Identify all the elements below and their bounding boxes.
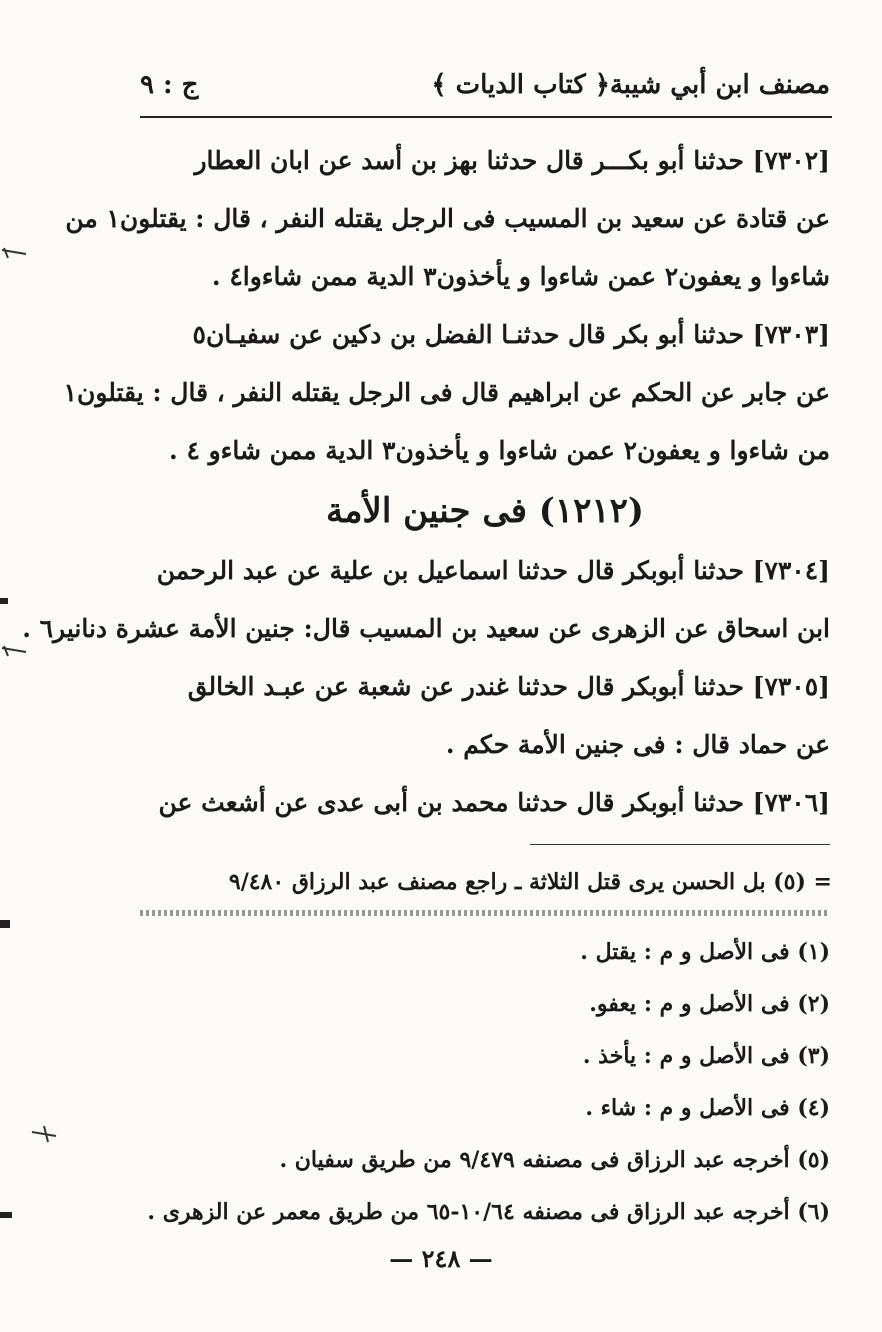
- header-rule: [140, 116, 832, 118]
- wavy-divider: [140, 910, 830, 916]
- margin-mark: [0, 1212, 12, 1218]
- text-line: شاءوا و يعفون٢ عمن شاءوا و يأخذون٣ الدية ممن شاءوا٤ .: [211, 262, 830, 291]
- section-title: (١٢١٢) فى جنين الأمة: [325, 491, 645, 531]
- footnote: (١) فى الأصل و م : يقتل .: [580, 939, 830, 965]
- footnote: (٣) فى الأصل و م : يأخذ .: [582, 1043, 830, 1069]
- text-line: [٧٣٠٣] حدثنا أبو بكر قال حدثنـا الفضل بن دكين عن سفيـان٥: [192, 320, 830, 349]
- text-line: من شاءوا و يعفون٢ عمن شاءوا و يأخذون٣ الدية ممن شاءو ٤ .: [169, 436, 830, 465]
- text-line: [٧٣٠٥] حدثنا أبوبكر قال حدثنا غندر عن شعبة عن عبـد الخالق: [187, 672, 830, 701]
- text-line: عن جابر عن الحكم عن ابراهيم قال فى الرجل يقتله النفر ، قال : يقتلون١: [63, 378, 830, 407]
- text-line: [٧٣٠٤] حدثنا أبوبكر قال حدثنا اسماعيل بن علية عن عبد الرحمن: [156, 556, 830, 585]
- margin-mark: [0, 598, 8, 604]
- text-line: عن قتادة عن سعيد بن المسيب فى الرجل يقتله النفر ، قال : يقتلون١ من: [65, 204, 830, 233]
- main-text: [22, 132, 830, 832]
- page-number: — ٢٤٨ —: [389, 1244, 493, 1273]
- running-header: [140, 62, 830, 112]
- margin-tick-icon: [0, 238, 28, 266]
- volume-label: ج : ٩: [140, 70, 199, 100]
- margin-tick-icon: [0, 636, 28, 664]
- text-line: [٧٣٠٦] حدثنا أبوبكر قال حدثنا محمد بن أبى عدى عن أشعث عن: [158, 788, 830, 817]
- footnote: (٦) أخرجه عبد الرزاق فى مصنفه ١٠/٦٤-٦٥ من طريق معمر عن الزهرى .: [147, 1199, 830, 1225]
- footnote: (٤) فى الأصل و م : شاء .: [585, 1095, 830, 1121]
- book-title: مصنف ابن أبي شيبة: [609, 70, 830, 100]
- chapter-title: ﴿ كتاب الديات ﴾: [431, 70, 610, 100]
- text-line: [٧٣٠٢] حدثنا أبو بكـــر قال حدثنا بهز بن أسد عن ابان العطار: [194, 146, 830, 175]
- margin-mark: [0, 920, 10, 928]
- footnotes: [140, 926, 830, 1238]
- text-line: ابن اسحاق عن الزهرى عن سعيد بن المسيب قال: جنين الأمة عشرة دنانير٦ .: [22, 614, 830, 643]
- footnote: (٢) فى الأصل و م : يعفو.: [589, 991, 830, 1017]
- text-line: عن حماد قال : فى جنين الأمة حكم .: [445, 730, 830, 759]
- footnote: (٥) أخرجه عبد الرزاق فى مصنفه ٩/٤٧٩ من طريق سفيان .: [279, 1147, 830, 1173]
- carried-footnote: = (٥) بل الحسن يرى قتل الثلاثة ـ راجع مصنف عبد الرزاق ٩/٤٨٠: [228, 869, 832, 895]
- margin-tick-icon: [30, 1120, 58, 1148]
- footnote-separator: [530, 844, 830, 845]
